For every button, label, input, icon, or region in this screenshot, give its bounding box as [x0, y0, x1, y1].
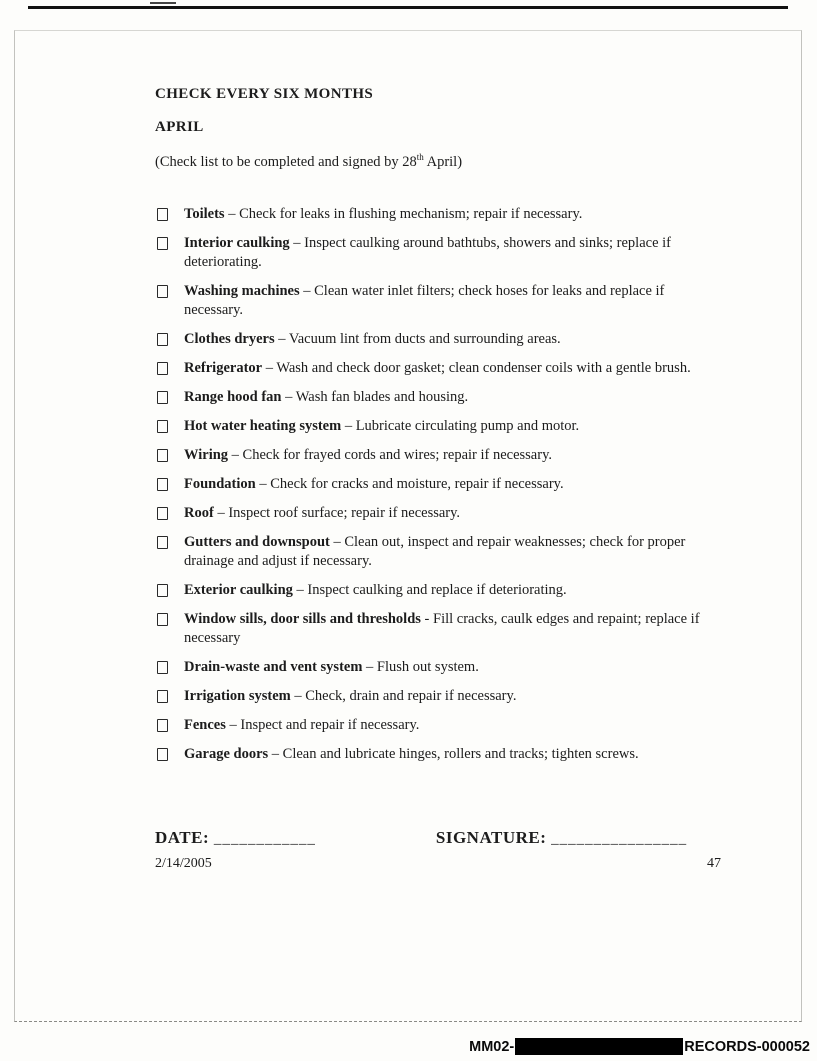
signature-label: SIGNATURE: [435, 827, 547, 847]
date-fill-line: ____________ [213, 830, 316, 847]
checklist-item-text [184, 475, 721, 494]
checkbox[interactable] [157, 719, 168, 732]
checklist-item [155, 533, 721, 571]
subtitle-ordinal: th [416, 152, 424, 162]
item-label: Garage doors [184, 745, 269, 762]
checklist-item-text [184, 610, 721, 648]
checkbox[interactable] [157, 237, 168, 250]
checklist-item [155, 687, 721, 706]
scan-artifact [150, 2, 176, 4]
checklist-item [155, 234, 721, 272]
item-description: – Inspect roof surface; repair if necessary. [213, 504, 461, 521]
maintenance-checklist [155, 205, 721, 764]
item-label: Range hood fan [184, 388, 282, 405]
scan-top-rule [28, 6, 788, 9]
checklist-item [155, 610, 721, 648]
item-label: Exterior caulking [184, 581, 293, 598]
checklist-item-text [184, 581, 721, 600]
checklist-item [155, 282, 721, 320]
item-description: – Inspect and repair if necessary. [225, 716, 420, 733]
item-label: Washing machines [184, 282, 300, 299]
item-label: Irrigation system [184, 687, 291, 704]
item-label: Interior caulking [184, 234, 290, 251]
item-description: – Check for cracks and moisture, repair if necessary. [255, 475, 564, 492]
item-description: – Wash and check door gasket; clean condenser coils with a gentle brush. [262, 359, 691, 376]
item-description: – Clean water inlet filters; check hoses for leaks and replace if necessary. [184, 282, 665, 318]
checkbox[interactable] [157, 391, 168, 404]
checklist-item-text [184, 658, 721, 677]
checkbox[interactable] [157, 478, 168, 491]
checkbox[interactable] [157, 362, 168, 375]
checkbox[interactable] [157, 420, 168, 433]
checkbox[interactable] [157, 285, 168, 298]
checklist-item [155, 504, 721, 523]
signature-fill-line: ________________ [551, 830, 688, 847]
checkbox[interactable] [157, 208, 168, 221]
item-label: Wiring [184, 446, 229, 463]
checklist-item-text [184, 388, 721, 407]
checklist-item-text [184, 504, 721, 523]
footer-meta [155, 856, 721, 872]
item-description: – Inspect caulking around bathtubs, showers and sinks; replace if deteriorating. [184, 234, 672, 270]
item-label: Toilets [184, 205, 225, 222]
item-description: – Flush out system. [362, 658, 479, 675]
item-description: – Vacuum lint from ducts and surrounding areas. [274, 330, 561, 347]
checkbox[interactable] [157, 584, 168, 597]
checklist-item-text [184, 359, 721, 378]
month-heading: APRIL [155, 119, 204, 135]
subtitle-suffix: April) [423, 153, 463, 170]
checklist-item-text [184, 234, 721, 272]
bates-stamp [0, 1038, 810, 1055]
checklist-item-text [184, 282, 721, 320]
checklist-item [155, 475, 721, 494]
item-label: Foundation [184, 475, 256, 492]
document-content [155, 86, 721, 872]
checkbox[interactable] [157, 536, 168, 549]
item-description: – Wash fan blades and housing. [281, 388, 469, 405]
checkbox[interactable] [157, 449, 168, 462]
item-description: – Clean out, inspect and repair weaknesses; check for proper drainage and adjust if necessary. [184, 533, 686, 569]
date-block [155, 828, 316, 848]
checklist-item [155, 446, 721, 465]
subtitle-prefix: (Check list to be completed and signed by 28 [155, 153, 417, 170]
item-label: Gutters and downspout [184, 533, 330, 550]
bates-prefix: MM02- [469, 1039, 515, 1055]
item-description: – Check, drain and repair if necessary. [290, 687, 517, 704]
checklist-item-text [184, 205, 721, 224]
checklist-item-text [184, 446, 721, 465]
checklist-item-text [184, 687, 721, 706]
subtitle [155, 152, 721, 171]
item-label: Window sills, door sills and thresholds [184, 610, 421, 627]
item-description: – Check for leaks in flushing mechanism; repair if necessary. [224, 205, 583, 222]
checklist-item-text [184, 716, 721, 735]
checklist-item-text [184, 533, 721, 571]
page-title: CHECK EVERY SIX MONTHS [155, 86, 374, 102]
item-label: Refrigerator [184, 359, 263, 376]
checklist-item [155, 359, 721, 378]
checklist-item [155, 745, 721, 764]
item-label: Hot water heating system [184, 417, 342, 434]
bates-suffix: RECORDS-000052 [684, 1039, 810, 1055]
item-label: Clothes dryers [184, 330, 275, 347]
item-description: – Lubricate circulating pump and motor. [341, 417, 580, 434]
page-number: 47 [707, 855, 721, 871]
item-description: – Inspect caulking and replace if deteriorating. [292, 581, 567, 598]
checklist-item-text [184, 417, 721, 436]
signature-row [155, 828, 721, 848]
item-description: - Fill cracks, caulk edges and repaint; replace if necessary [184, 610, 700, 646]
checklist-item [155, 205, 721, 224]
checkbox[interactable] [157, 661, 168, 674]
checkbox[interactable] [157, 333, 168, 346]
checklist-item [155, 658, 721, 677]
item-label: Fences [184, 716, 226, 733]
checkbox[interactable] [157, 690, 168, 703]
checklist-item-text [184, 330, 721, 349]
checklist-item [155, 417, 721, 436]
checklist-item [155, 581, 721, 600]
redaction-bar [515, 1038, 683, 1055]
checklist-item [155, 716, 721, 735]
checklist-item [155, 388, 721, 407]
checkbox[interactable] [157, 507, 168, 520]
checklist-item-text [184, 745, 721, 764]
signature-block [436, 828, 687, 848]
document-date: 2/14/2005 [155, 855, 212, 871]
date-label: DATE: [155, 827, 210, 847]
checklist-item [155, 330, 721, 349]
checkbox[interactable] [157, 748, 168, 761]
item-label: Drain-waste and vent system [184, 658, 363, 675]
item-description: – Clean and lubricate hinges, rollers and tracks; tighten screws. [268, 745, 639, 762]
item-description: – Check for frayed cords and wires; repair if necessary. [228, 446, 553, 463]
item-label: Roof [184, 504, 214, 521]
checkbox[interactable] [157, 613, 168, 626]
